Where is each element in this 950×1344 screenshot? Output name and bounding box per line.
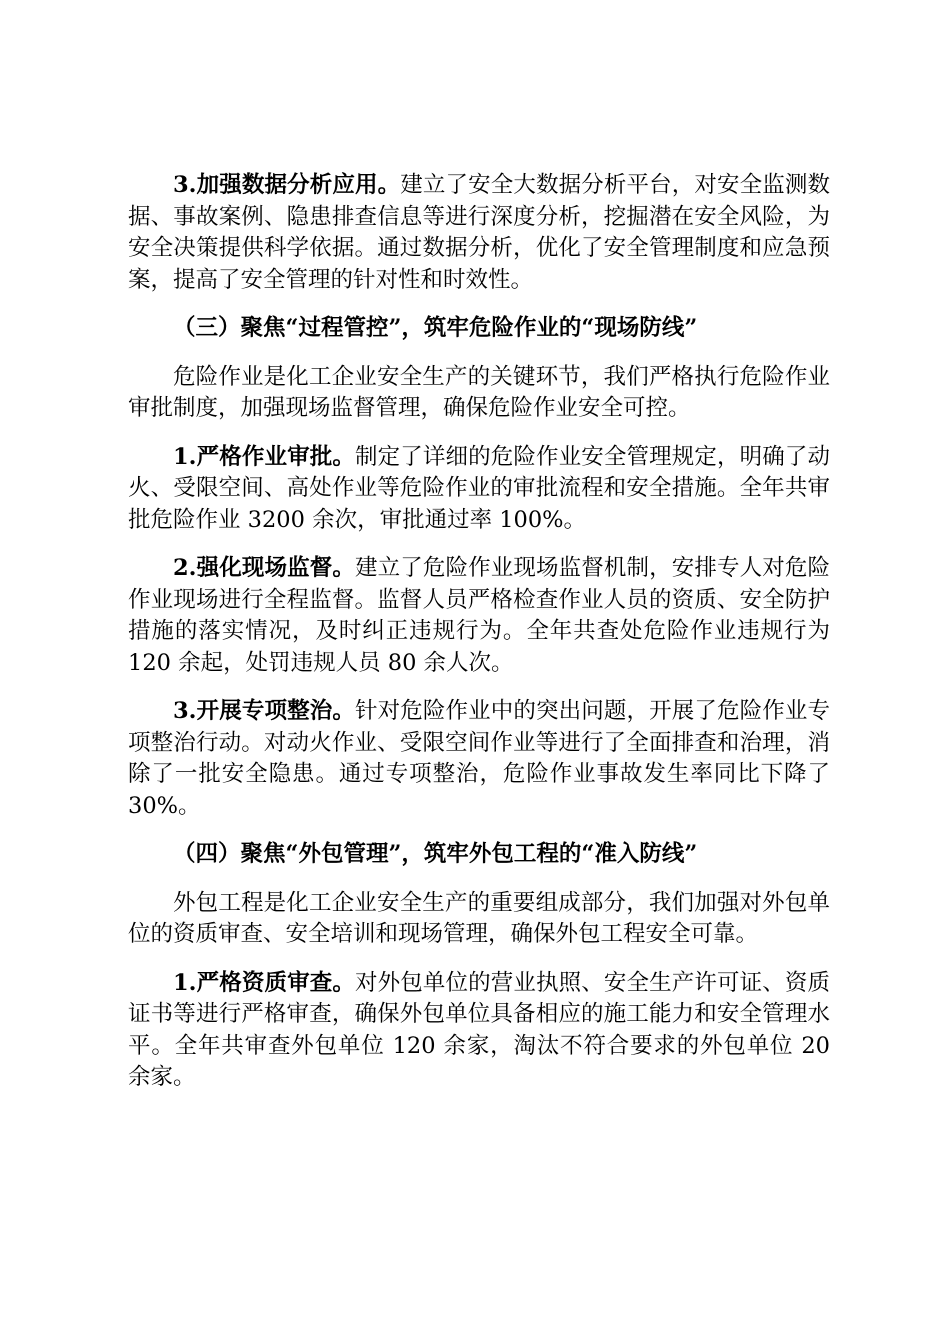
paragraph-text: 建立了危险作业现场监督机制，安排专人对危险作业现场进行全程监督。监督人员严格检查作业人员的资质、安全防护措施的落实情况，及时纠正违规行为。全年共查处危险作业违规行为 120 余起，处罚违规人员 80 余人次。 bbox=[128, 555, 830, 676]
section-heading-4: （四）聚焦“外包管理”，筑牢外包工程的“准入防线” bbox=[173, 841, 698, 867]
paragraph-site-supervision bbox=[128, 553, 830, 679]
paragraph-special-rectification bbox=[128, 696, 830, 822]
paragraph-lead: 1.严格资质审查。 bbox=[173, 969, 355, 996]
paragraph-work-approval bbox=[128, 442, 830, 537]
paragraph-text: 针对危险作业中的突出问题，开展了危险作业专项整治行动。对动火作业、受限空间作业等进行了全面排查和治理，消除了一批安全隐患。通过专项整治，危险作业事故发生率同比下降了 30%。 bbox=[128, 698, 830, 819]
paragraph-lead: 2.强化现场监督。 bbox=[173, 555, 355, 581]
paragraph-qualification-review bbox=[128, 968, 830, 1094]
paragraph-text: 对外包单位的营业执照、安全生产许可证、资质证书等进行严格审查，确保外包单位具备相应的施工能力和安全管理水平。全年共审查外包单位 120 余家，淘汰不符合要求的外包单位 20 余家。 bbox=[128, 969, 830, 1090]
section-heading-3: （三）聚焦“过程管控”，筑牢危险作业的“现场防线” bbox=[173, 315, 698, 341]
paragraph-outsourcing-intro: 外包工程是化工企业安全生产的重要组成部分，我们加强对外包单位的资质审查、安全培训和现场管理，确保外包工程安全可靠。 bbox=[128, 889, 830, 947]
paragraph-lead: 3.加强数据分析应用。 bbox=[173, 172, 401, 198]
paragraph-text: 制定了详细的危险作业安全管理规定，明确了动火、受限空间、高处作业等危险作业的审批流程和安全措施。全年共审批危险作业 3200 余次，审批通过率 100%。 bbox=[128, 443, 830, 533]
paragraph-data-analysis bbox=[128, 170, 830, 296]
paragraph-hazardous-work-intro: 危险作业是化工企业安全生产的关键环节，我们严格执行危险作业审批制度，加强现场监督管理，确保危险作业安全可控。 bbox=[128, 363, 830, 421]
paragraph-lead: 3.开展专项整治。 bbox=[173, 698, 355, 724]
paragraph-text: 建立了安全大数据分析平台，对安全监测数据、事故案例、隐患排查信息等进行深度分析，挖掘潜在安全风险，为安全决策提供科学依据。通过数据分析，优化了安全管理制度和应急预案，提高了安全管理的针对性和时效性。 bbox=[128, 172, 830, 293]
paragraph-lead: 1.严格作业审批。 bbox=[173, 443, 355, 470]
document-page bbox=[128, 170, 830, 1111]
